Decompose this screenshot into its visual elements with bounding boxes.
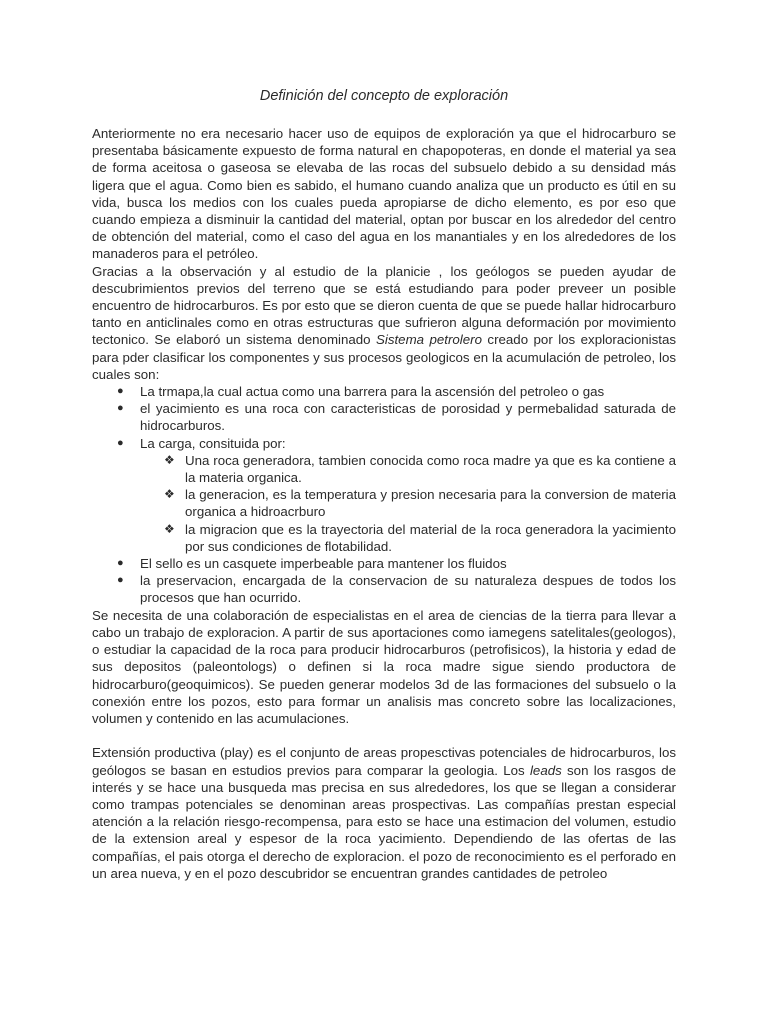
bullet-icon: ● [117,402,124,415]
list-item [92,400,676,434]
paragraph-text: Extensión productiva (play) es el conjunto de areas propesctivas potenciales de hidrocarburos, los geólogos se basan en estudios previos para comparar la geologia. Los [92,745,676,778]
paragraph-text: son los rasgos de interés y se hace una busqueda mas precisa en sus alrededores, los que se llegan a considerar como trampas potenciales se denominan areas prospectivas. Las compañías prestan especial atención a la relación riesgo-recompensa, para esto se hace una estimacion del volumen, estudio de la extension areal y espesor de la roca yacimiento. Dependiendo de las ofertas de las compañías, el pais otorga el derecho de exploracion. el pozo de reconocimiento es el perforado en un area nueva, y en el pozo descubridor se encuentran grandes cantidades de petroleo [92,762,676,881]
bullet-icon: ● [117,574,124,587]
document-title: Definición del concepto de exploración [259,88,509,104]
diamond-bullet-icon: ❖ [164,487,175,502]
paragraph-spacer [92,727,676,744]
paragraph-intro: Anteriormente no era necesario hacer uso de equipos de exploración ya que el hidrocarburo se presentaba básicamente expuesto de forma natural en chapopoteras, en donde el material ya sea de forma aceitosa o gaseosa se elevaba de las rocas del subsuelo debido a su densidad más ligera que el agua. Como bien es sabido, el humano cuando analiza que un producto es útil en su vida, busca los medios con los cuales pueda apropiarse de dicho elemento, es por eso que cuando empieza a disminuir la cantidad del material, optan por buscar en los alrededor del centro de obtención del material, como el caso del agua en los manantiales y en los alrededores de los manaderos para el petróleo. [92,126,676,262]
diamond-bullet-icon: ❖ [164,521,175,536]
paragraph-observation [92,263,676,383]
sub-list-item [92,521,676,555]
components-list [92,383,676,607]
emphasis-sistema-petrolero: Sistema petrolero [376,332,482,348]
list-item [92,435,676,555]
sub-list-item [92,486,676,520]
bullet-icon: ● [117,436,124,449]
emphasis-leads: leads [529,762,562,778]
list-item-text: la preservacion, encargada de la conservacion de su naturaleza despues de todos los procesos que han ocurrido. [140,573,676,606]
sub-list-item-text: la generacion, es la temperatura y presion necesaria para la conversion de materia organica a hidroacrburo [185,487,676,520]
sub-list-item-text: Una roca generadora, tambien conocida como roca madre ya que es ka contiene a la materia organica. [185,452,676,486]
bullet-icon: ● [117,557,124,570]
document-body [92,87,676,882]
sub-list-item [92,452,676,486]
list-item [92,555,676,572]
paragraph-text: creado por los exploracionistas para pder clasificar los componentes y sus procesos geologicos en la acumulación de petroleo, los cuales son: [92,332,676,382]
list-item-text: el yacimiento es una roca con caracteristicas de porosidad y permebalidad saturada de hidrocarburos. [140,401,676,434]
sub-list-item-text: la migracion que es la trayectoria del material de la roca generadora la yacimiento por sus condiciones de flotabilidad. [185,521,676,554]
list-item-text: La carga, consituida por: [140,435,286,451]
paragraph-specialists: Se necesita de una colaboración de especialistas en el area de ciencias de la tierra para llevar a cabo un trabajo de exploracion. A partir de sus aportaciones como iamegens satelitales(geologos), o estudiar la capacidad de la roca para producir hidrocarburos (petrofisicos), la historia y edad de sus depositos (paleontologs) o definen si la roca madre sigue siendo productora de hidrocarburo(geoquimicos). Se pueden generar modelos 3d de las formaciones del subsuelo o la conexión entre los pozos, esto para formar un analisis mas concreto sobre las localizaciones, volumen y contenido en las acumulaciones. [92,607,676,726]
list-item [92,572,676,606]
paragraph-text: Gracias a la observación y al estudio de la planicie , los geólogos se pueden ayudar de descubrimientos previos del terreno que se está estudiando para poder preveer un posible encuentro de hidrocarburos. Es por esto que se dieron cuenta de que se puede hallar hidrocarburo tanto en anticlinales como en otras estructuras que sufrieron alguna deformación por movimiento tectonico. Se elaboró un sistema denominado [92,263,676,348]
list-item-text: La trmapa,la cual actua como una barrera para la ascensión del petroleo o gas [140,384,605,400]
diamond-bullet-icon: ❖ [164,452,175,467]
list-item-text: El sello es un casquete imperbeable para mantener los fluidos [140,556,507,572]
paragraph-play [92,744,676,882]
bullet-icon: ● [117,385,124,398]
sub-list [92,452,676,555]
list-item [92,383,676,400]
